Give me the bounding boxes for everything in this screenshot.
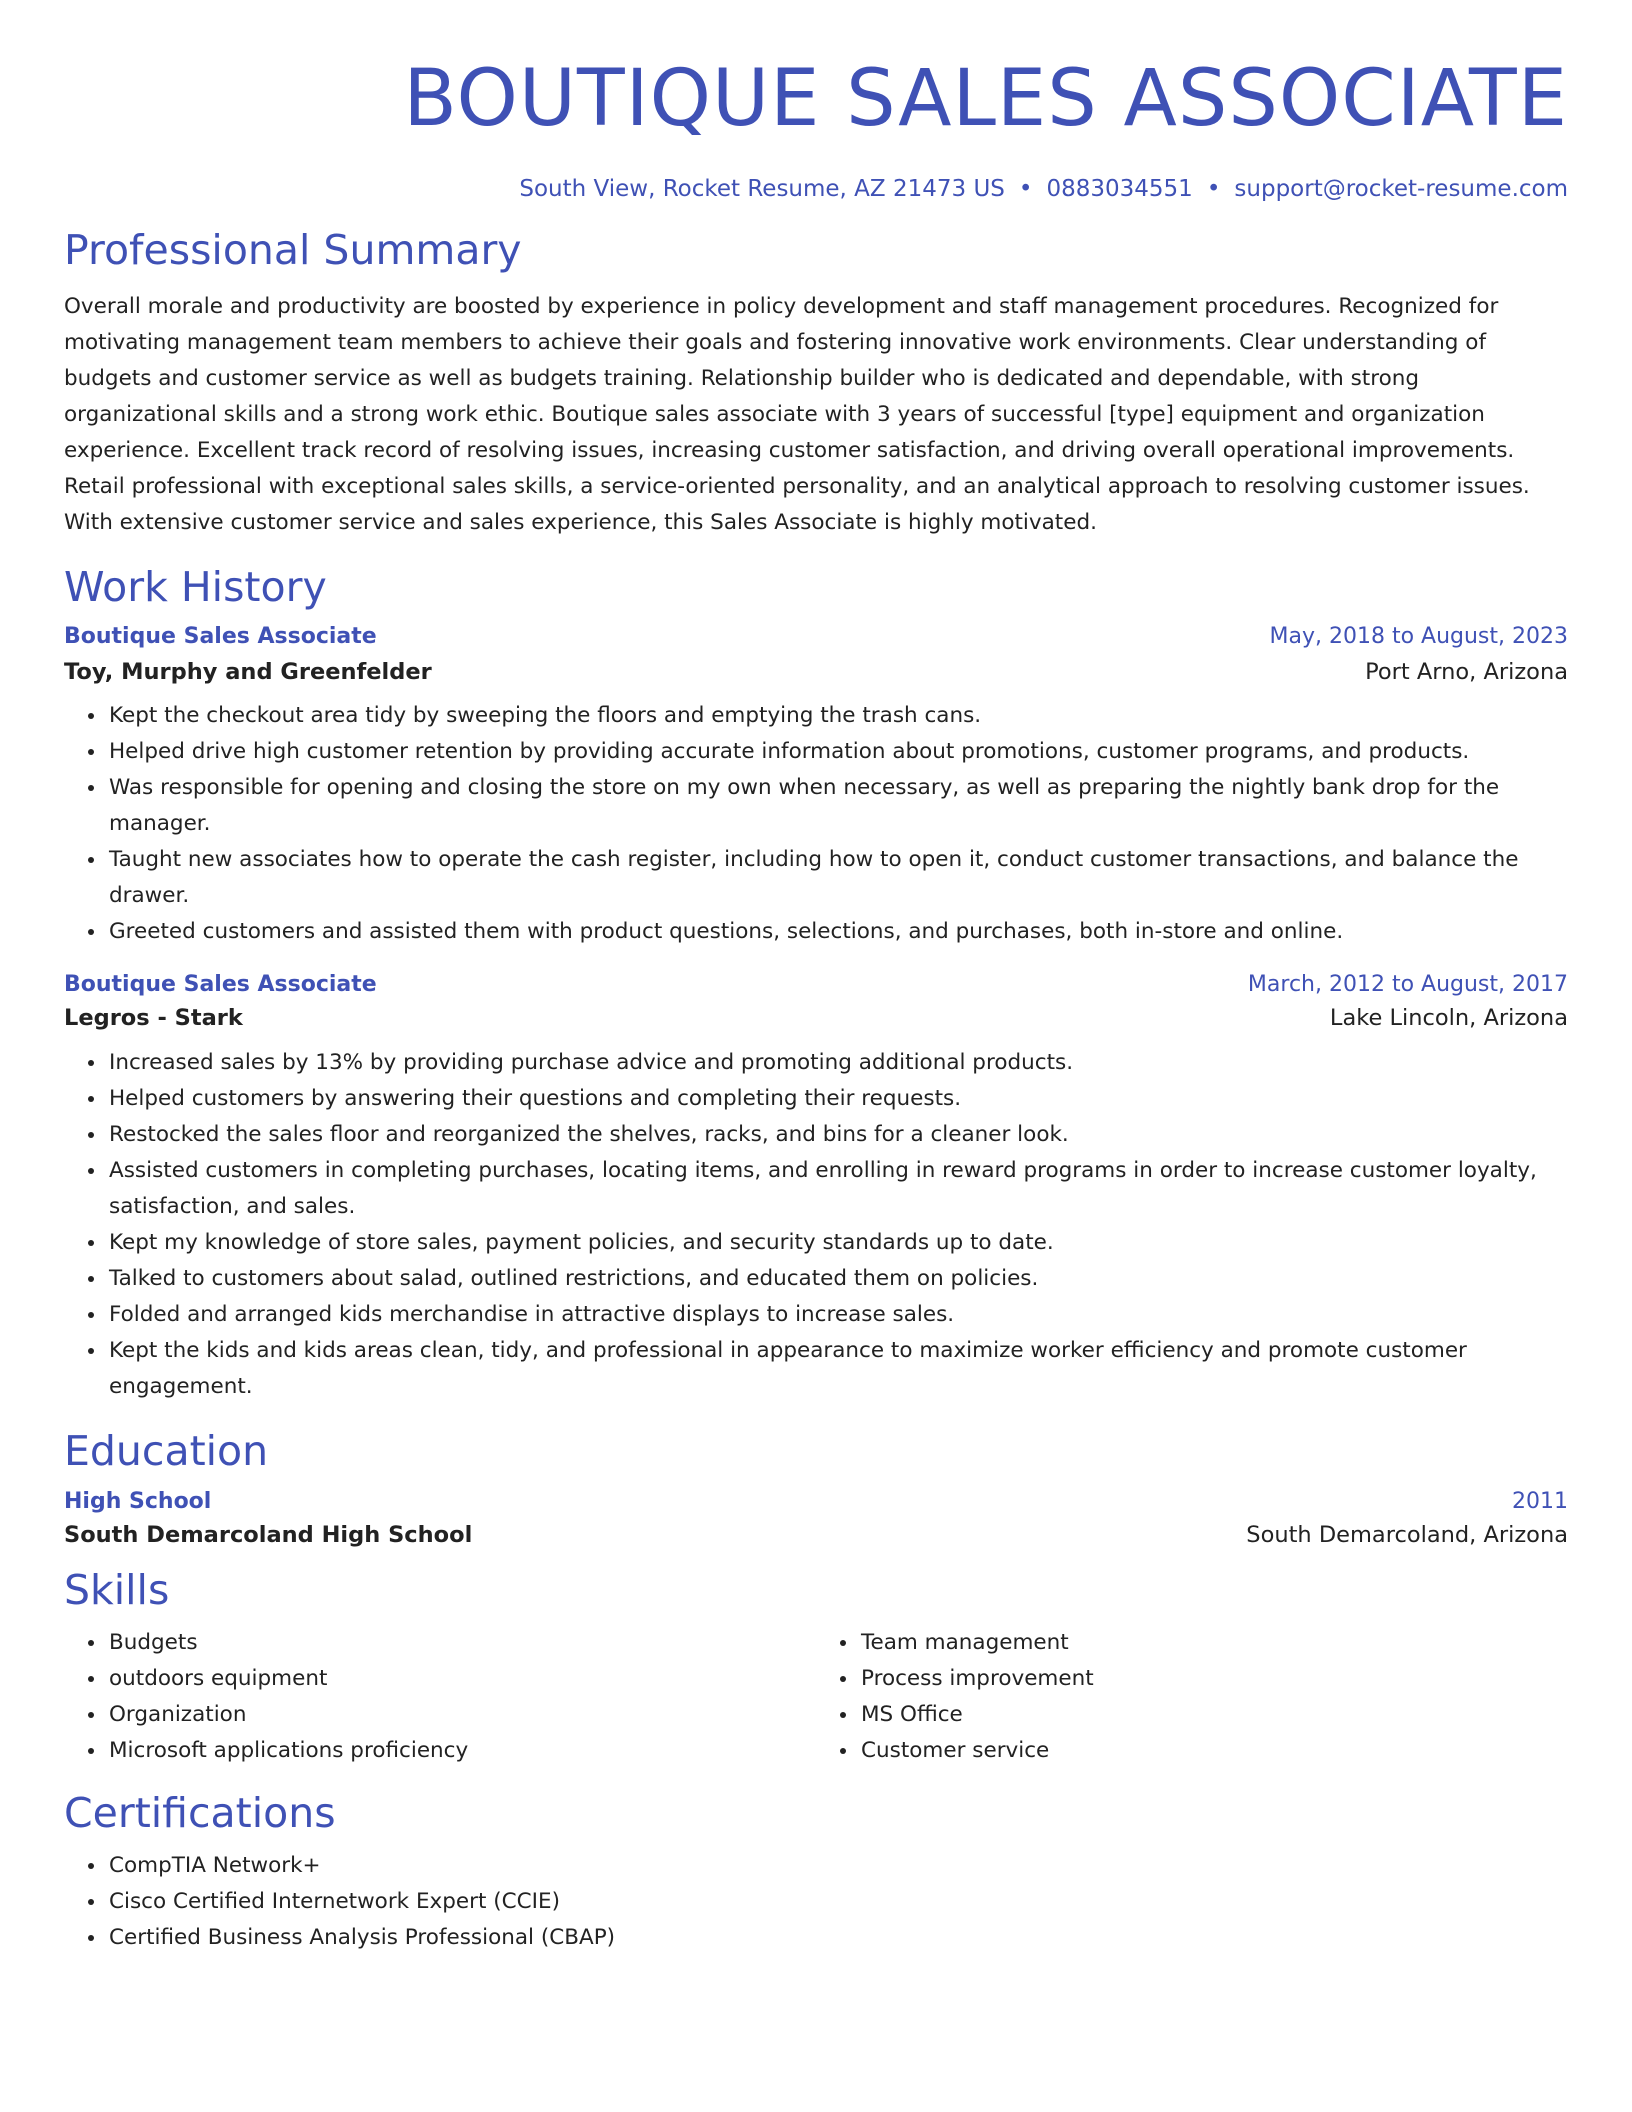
contact-address: South View, Rocket Resume, AZ 21473 US bbox=[519, 176, 1005, 202]
job-subheader bbox=[64, 659, 1568, 685]
summary-heading: Professional Summary bbox=[64, 226, 522, 274]
contact-email: support@rocket-resume.com bbox=[1234, 176, 1568, 202]
certification-item: • Certified Business Analysis Professional (CBAP) bbox=[107, 1920, 1568, 1956]
job-subheader bbox=[64, 1005, 1568, 1031]
job-duties bbox=[64, 1045, 1568, 1405]
skill-item: • Team management bbox=[859, 1625, 1568, 1661]
education-location: South Demarcoland, Arizona bbox=[1246, 1521, 1568, 1548]
certification-item: • CompTIA Network+ bbox=[107, 1848, 1568, 1884]
job-duty: • Folded and arranged kids merchandise in attractive displays to increase sales. bbox=[107, 1297, 1568, 1333]
job-company: Legros - Stark bbox=[64, 1005, 243, 1032]
job-title: Boutique Sales Associate bbox=[64, 972, 377, 998]
job-duty: • Helped drive high customer retention by providing accurate information about promotions, customer programs, and products. bbox=[107, 734, 1568, 770]
job-dates: May, 2018 to August, 2023 bbox=[1269, 624, 1568, 650]
skill-item: • Process improvement bbox=[859, 1661, 1568, 1697]
certifications-section bbox=[64, 1789, 1568, 1956]
resume-title: BOUTIQUE SALES ASSOCIATE bbox=[403, 54, 1568, 144]
education-section bbox=[64, 1427, 1568, 1547]
contact-separator: • bbox=[1206, 176, 1221, 202]
education-school: South Demarcoland High School bbox=[64, 1521, 473, 1548]
summary-text: Overall morale and productivity are boosted by experience in policy development and staff management procedures. Recognized for motivating management team members to achieve their goals and fostering innovative work environments. Clear understanding of budgets and customer service as well as budgets training. Relationship builder who is dedicated and dependable, with strong organizational skills and a strong work ethic. Boutique sales associate with 3 years of successful [type] equipment and organization experience. Excellent track record of resolving issues, increasing customer satisfaction, and driving overall operational improvements. Retail professional with exceptional sales skills, a service-oriented personality, and an analytical approach to resolving customer issues. With extensive customer service and sales experience, this Sales Associate is highly motivated. bbox=[64, 294, 1530, 536]
skills-section bbox=[64, 1566, 1568, 1769]
education-subheader bbox=[64, 1522, 1568, 1548]
skills-heading: Skills bbox=[64, 1565, 170, 1614]
skill-item: • outdoors equipment bbox=[107, 1661, 816, 1697]
resume-header bbox=[64, 54, 1568, 202]
skills-list-left bbox=[64, 1625, 816, 1769]
contact-phone: 0883034551 bbox=[1046, 176, 1193, 202]
job-duty: • Greeted customers and assisted them with product questions, selections, and purchases, both in-store and online. bbox=[107, 914, 1568, 950]
job-dates: March, 2012 to August, 2017 bbox=[1247, 972, 1568, 998]
job-duty: • Kept the kids and kids areas clean, tidy, and professional in appearance to maximize worker efficiency and promote customer engagement. bbox=[107, 1333, 1568, 1405]
contact-line bbox=[64, 176, 1568, 202]
job-duty: • Helped customers by answering their questions and completing their requests. bbox=[107, 1081, 1568, 1117]
education-degree: High School bbox=[64, 1488, 212, 1514]
job-duty: • Assisted customers in completing purchases, locating items, and enrolling in reward programs in order to increase customer loyalty, satisfaction, and sales. bbox=[107, 1153, 1568, 1225]
certifications-heading: Certifications bbox=[64, 1788, 336, 1837]
job-company: Toy, Murphy and Greenfelder bbox=[64, 659, 432, 686]
skills-list-right bbox=[816, 1625, 1568, 1769]
job-header bbox=[64, 624, 1568, 649]
job-duty: • Increased sales by 13% by providing purchase advice and promoting additional products. bbox=[107, 1045, 1568, 1081]
certifications-list bbox=[64, 1848, 1568, 1956]
certification-item: • Cisco Certified Internetwork Expert (CCIE) bbox=[107, 1884, 1568, 1920]
summary-section bbox=[64, 226, 1568, 541]
job-entry bbox=[64, 972, 1568, 1405]
skill-item: • Organization bbox=[107, 1697, 816, 1733]
job-duty: • Kept my knowledge of store sales, payment policies, and security standards up to date. bbox=[107, 1225, 1568, 1261]
job-duty: • Talked to customers about salad, outlined restrictions, and educated them on policies. bbox=[107, 1261, 1568, 1297]
job-location: Port Arno, Arizona bbox=[1365, 659, 1568, 686]
job-duty: • Taught new associates how to operate the cash register, including how to open it, conduct customer transactions, and balance the drawer. bbox=[107, 842, 1568, 914]
education-heading: Education bbox=[64, 1427, 269, 1476]
job-duty: • Was responsible for opening and closing the store on my own when necessary, as well as preparing the nightly bank drop for the manager. bbox=[107, 770, 1568, 842]
education-header bbox=[64, 1489, 1568, 1514]
job-title: Boutique Sales Associate bbox=[64, 624, 377, 650]
skill-item: • Customer service bbox=[859, 1733, 1568, 1769]
skills-grid bbox=[64, 1625, 1568, 1769]
job-duty: • Restocked the sales floor and reorganized the shelves, racks, and bins for a cleaner look. bbox=[107, 1117, 1568, 1153]
contact-separator: • bbox=[1018, 176, 1033, 202]
job-duty: • Kept the checkout area tidy by sweeping the floors and emptying the trash cans. bbox=[107, 698, 1568, 734]
job-header bbox=[64, 972, 1568, 997]
work-history-heading: Work History bbox=[64, 563, 327, 612]
job-entry bbox=[64, 624, 1568, 950]
job-duties bbox=[64, 698, 1568, 950]
job-location: Lake Lincoln, Arizona bbox=[1329, 1005, 1568, 1032]
work-history-section bbox=[64, 563, 1568, 1405]
skill-item: • MS Office bbox=[859, 1697, 1568, 1733]
skill-item: • Microsoft applications proficiency bbox=[107, 1733, 816, 1769]
education-year: 2011 bbox=[1512, 1488, 1568, 1514]
skill-item: • Budgets bbox=[107, 1625, 816, 1661]
